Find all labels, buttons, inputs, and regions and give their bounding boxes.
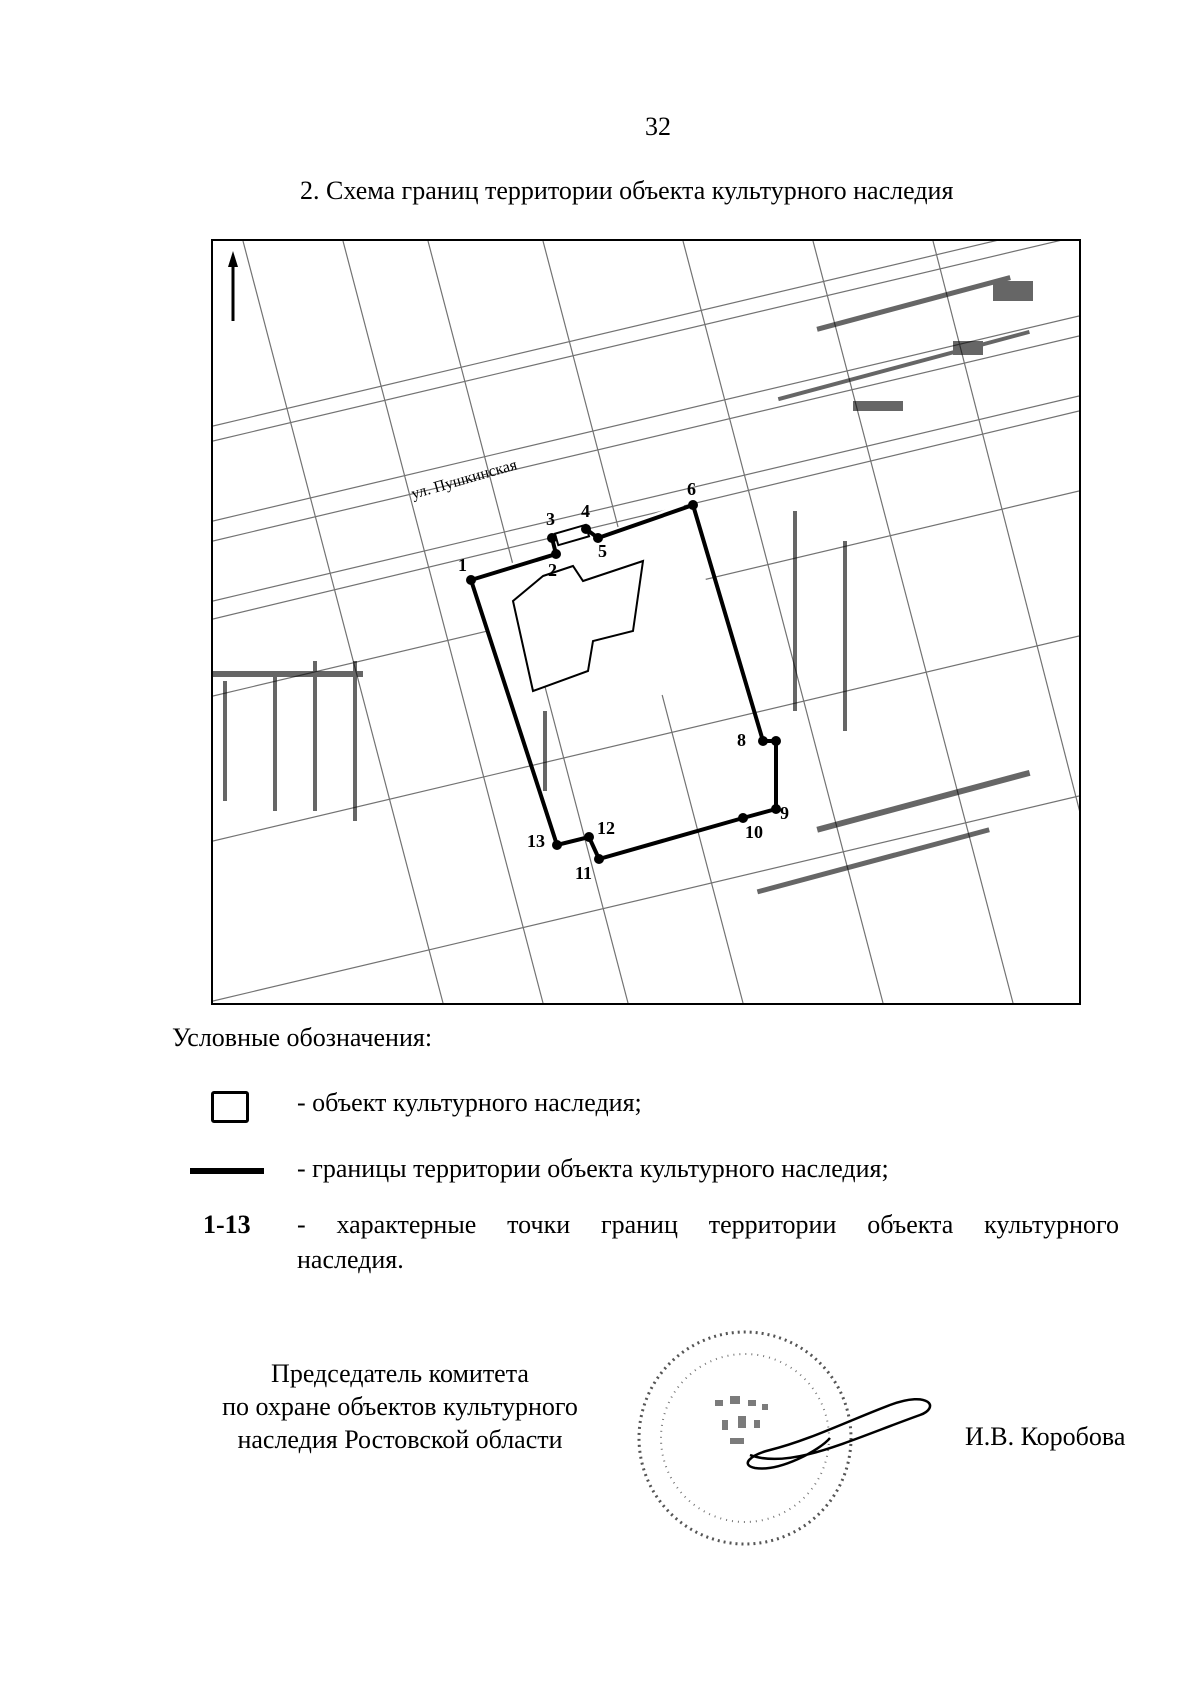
seal-and-signature-drawing (630, 1320, 950, 1570)
signatory-line-2: по охране объектов культурного (222, 1392, 578, 1421)
official-seal (630, 1320, 950, 1575)
seal-emblem (715, 1396, 768, 1444)
legend-boundary-symbol (190, 1168, 264, 1174)
signatory-title (190, 1357, 610, 1456)
legend-points-text-line1: - характерные точки границ территории объекта культурного (297, 1210, 1119, 1239)
legend-points-code: 1-13 (203, 1210, 251, 1239)
point-label-1: 1 (458, 555, 467, 575)
street-label: ул. Пушкинская (409, 456, 520, 503)
point-label-9: 9 (780, 803, 789, 823)
signatory-name: И.В. Коробова (965, 1422, 1126, 1451)
handwritten-signature (748, 1399, 930, 1468)
point-label-6: 6 (687, 479, 696, 499)
seal-outer-ring (639, 1332, 851, 1544)
legend-points-text-line2: наследия. (297, 1245, 404, 1274)
point-label-5: 5 (598, 541, 607, 561)
point-label-13: 13 (527, 831, 545, 851)
point-label-3: 3 (546, 509, 555, 529)
page-number: 32 (645, 112, 671, 141)
signatory-line-1: Председатель комитета (271, 1359, 529, 1388)
legend-object-text: - объект культурного наследия; (297, 1088, 642, 1117)
legend-boundary-text: - границы территории объекта культурного наследия; (297, 1154, 889, 1183)
north-arrow (228, 251, 238, 321)
point-label-2: 2 (548, 560, 557, 580)
legend-object-symbol (211, 1091, 249, 1123)
map-drawing (213, 241, 1079, 1003)
point-label-10: 10 (745, 822, 763, 842)
point-label-11: 11 (575, 863, 593, 883)
point-label-12: 12 (597, 818, 615, 838)
legend-title: Условные обозначения: (172, 1023, 433, 1052)
document-heading: 2. Схема границ территории объекта культурного наследия (300, 176, 954, 205)
boundary-scheme-map (211, 239, 1081, 1005)
point-label-4: 4 (581, 501, 590, 521)
signatory-line-3: наследия Ростовской области (237, 1425, 563, 1454)
point-label-8: 8 (737, 730, 746, 750)
